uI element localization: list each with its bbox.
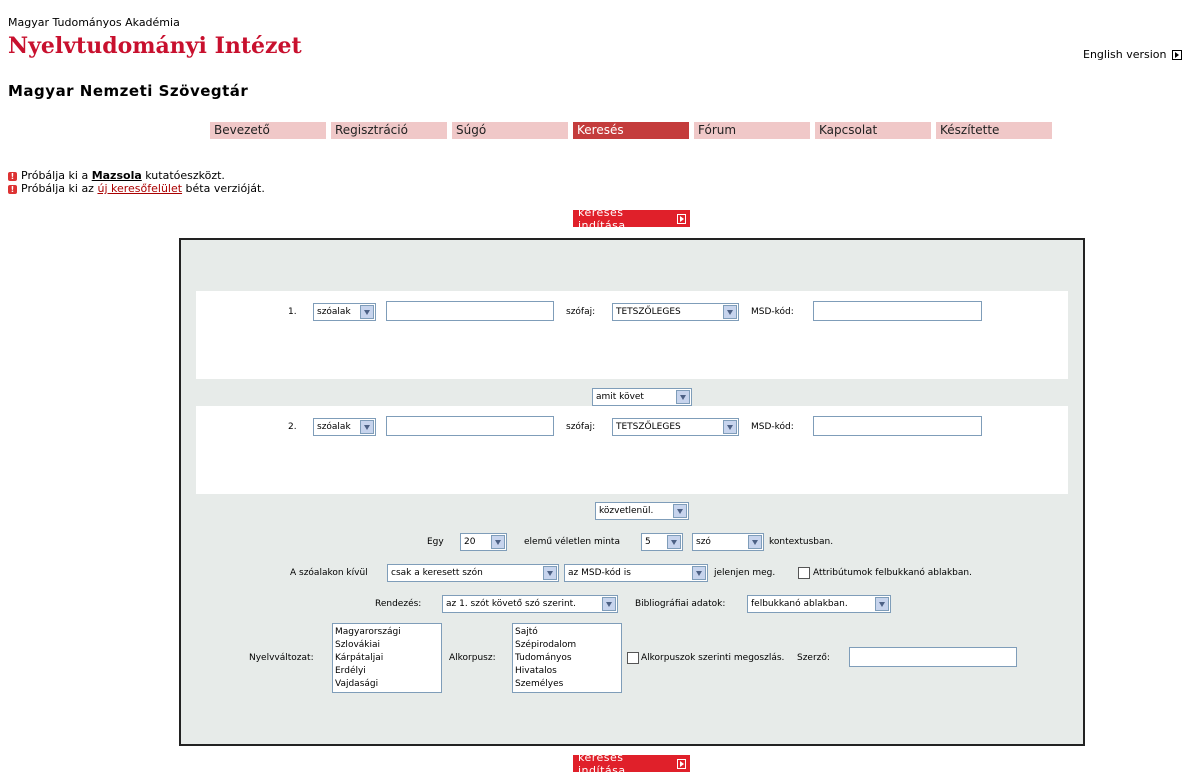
arrow-right-icon	[1172, 50, 1182, 60]
list-item[interactable]: Szépirodalom	[515, 640, 577, 650]
variant-label: Nyelvváltozat:	[249, 653, 314, 663]
tab-sugo[interactable]: Súgó	[452, 122, 568, 139]
context-size-select[interactable]: 5	[641, 533, 683, 551]
chevron-down-icon	[673, 504, 687, 518]
new-interface-link[interactable]: új keresőfelület	[97, 182, 183, 195]
subcorpus-label: Alkorpusz:	[449, 653, 496, 663]
chevron-down-icon	[602, 597, 616, 611]
display-select-2[interactable]: az MSD-kód is	[564, 564, 708, 582]
subcorpus-list[interactable]	[512, 623, 622, 693]
search-button-bottom[interactable]	[573, 750, 690, 777]
chevron-down-icon	[667, 535, 681, 549]
notice-list	[8, 169, 265, 195]
tab-kapcsolat[interactable]: Kapcsolat	[815, 122, 931, 139]
main-nav	[210, 122, 1052, 139]
list-item[interactable]: Kárpátaljai	[335, 653, 384, 663]
list-item[interactable]: Sajtó	[515, 627, 538, 637]
connector-select-2[interactable]: közvetlenül.	[595, 502, 689, 520]
tab-regisztracio[interactable]: Regisztráció	[331, 122, 447, 139]
search-form	[179, 238, 1085, 746]
tab-forum[interactable]: Fórum	[694, 122, 810, 139]
notice-mazsola	[8, 169, 265, 182]
arrow-right-icon	[677, 214, 686, 224]
chevron-down-icon	[543, 566, 557, 580]
notice-text: kutatóeszközt.	[141, 169, 225, 182]
sample-prefix: Egy	[427, 537, 444, 547]
attributes-popup-checkbox[interactable]	[798, 567, 810, 579]
chevron-down-icon	[491, 535, 505, 549]
corpus-title: Magyar Nemzeti Szövegtár	[8, 82, 249, 100]
list-item[interactable]: Tudományos	[515, 653, 572, 663]
chevron-down-icon	[723, 305, 737, 319]
msd-input-2[interactable]	[813, 416, 982, 436]
search-button-label: keresés indítása	[578, 750, 626, 777]
display-select-1[interactable]: csak a keresett szón	[387, 564, 559, 582]
tab-keszitette[interactable]: Készítette	[936, 122, 1052, 139]
tab-bevezeto[interactable]: Bevezető	[210, 122, 326, 139]
word-type-select-2[interactable]: szóalak	[313, 418, 376, 436]
chevron-down-icon	[360, 420, 374, 434]
display-suffix: jelenjen meg.	[714, 568, 776, 578]
biblio-select[interactable]: felbukkanó ablakban.	[747, 595, 891, 613]
english-version-link[interactable]	[1083, 48, 1182, 61]
row-number: 2.	[288, 422, 297, 432]
query-row-1	[196, 291, 1068, 379]
attributes-popup-label: Attribútumok felbukkanó ablakban.	[813, 568, 972, 578]
arrow-right-icon	[677, 759, 686, 769]
notice-text: Próbálja ki az	[21, 182, 98, 195]
english-version-label: English version	[1083, 48, 1167, 61]
pos-select-1[interactable]: TETSZŐLEGES	[612, 303, 739, 321]
list-item[interactable]: Személyes	[515, 679, 564, 689]
list-item[interactable]: Vajdasági	[335, 679, 379, 689]
chevron-down-icon	[875, 597, 889, 611]
warning-icon: !	[8, 185, 17, 194]
distribution-checkbox[interactable]	[627, 652, 639, 664]
pos-label: szófaj:	[566, 307, 596, 317]
organization-name: Magyar Tudományos Akadémia	[8, 16, 180, 29]
pos-select-2[interactable]: TETSZŐLEGES	[612, 418, 739, 436]
context-unit-select[interactable]: szó	[692, 533, 764, 551]
row-number: 1.	[288, 307, 297, 317]
search-button-top[interactable]	[573, 205, 690, 232]
pos-label: szófaj:	[566, 422, 596, 432]
distribution-label: Alkorpuszok szerinti megoszlás.	[641, 653, 785, 663]
sample-label: elemű véletlen minta	[524, 537, 620, 547]
msd-label: MSD-kód:	[751, 307, 794, 317]
author-label: Szerző:	[797, 653, 830, 663]
msd-label: MSD-kód:	[751, 422, 794, 432]
context-suffix: kontextusban.	[769, 537, 834, 547]
connector-select-1[interactable]: amit követ	[592, 388, 692, 406]
display-label: A szóalakon kívül	[290, 568, 368, 578]
author-input[interactable]	[849, 647, 1017, 667]
chevron-down-icon	[360, 305, 374, 319]
search-button-label: keresés indítása	[578, 205, 626, 232]
word-input-1[interactable]	[386, 301, 554, 321]
list-item[interactable]: Hivatalos	[515, 666, 557, 676]
list-item[interactable]: Erdélyi	[335, 666, 366, 676]
chevron-down-icon	[748, 535, 762, 549]
chevron-down-icon	[676, 390, 690, 404]
mazsola-link[interactable]: Mazsola	[91, 169, 142, 182]
biblio-label: Bibliográfiai adatok:	[635, 599, 726, 609]
sort-label: Rendezés:	[375, 599, 422, 609]
sample-size-select[interactable]: 20	[460, 533, 507, 551]
notice-new-interface	[8, 182, 265, 195]
chevron-down-icon	[692, 566, 706, 580]
word-type-select-1[interactable]: szóalak	[313, 303, 376, 321]
chevron-down-icon	[723, 420, 737, 434]
query-row-2	[196, 406, 1068, 494]
msd-input-1[interactable]	[813, 301, 982, 321]
notice-text: béta verzióját.	[182, 182, 265, 195]
list-item[interactable]: Magyarországi	[335, 627, 401, 637]
word-input-2[interactable]	[386, 416, 554, 436]
list-item[interactable]: Szlovákiai	[335, 640, 381, 650]
institute-title: Nyelvtudományi Intézet	[8, 33, 302, 59]
warning-icon: !	[8, 172, 17, 181]
variant-list[interactable]	[332, 623, 442, 693]
tab-kereses[interactable]: Keresés	[573, 122, 689, 139]
notice-text: Próbálja ki a	[21, 169, 92, 182]
sort-select[interactable]: az 1. szót követő szó szerint.	[442, 595, 618, 613]
